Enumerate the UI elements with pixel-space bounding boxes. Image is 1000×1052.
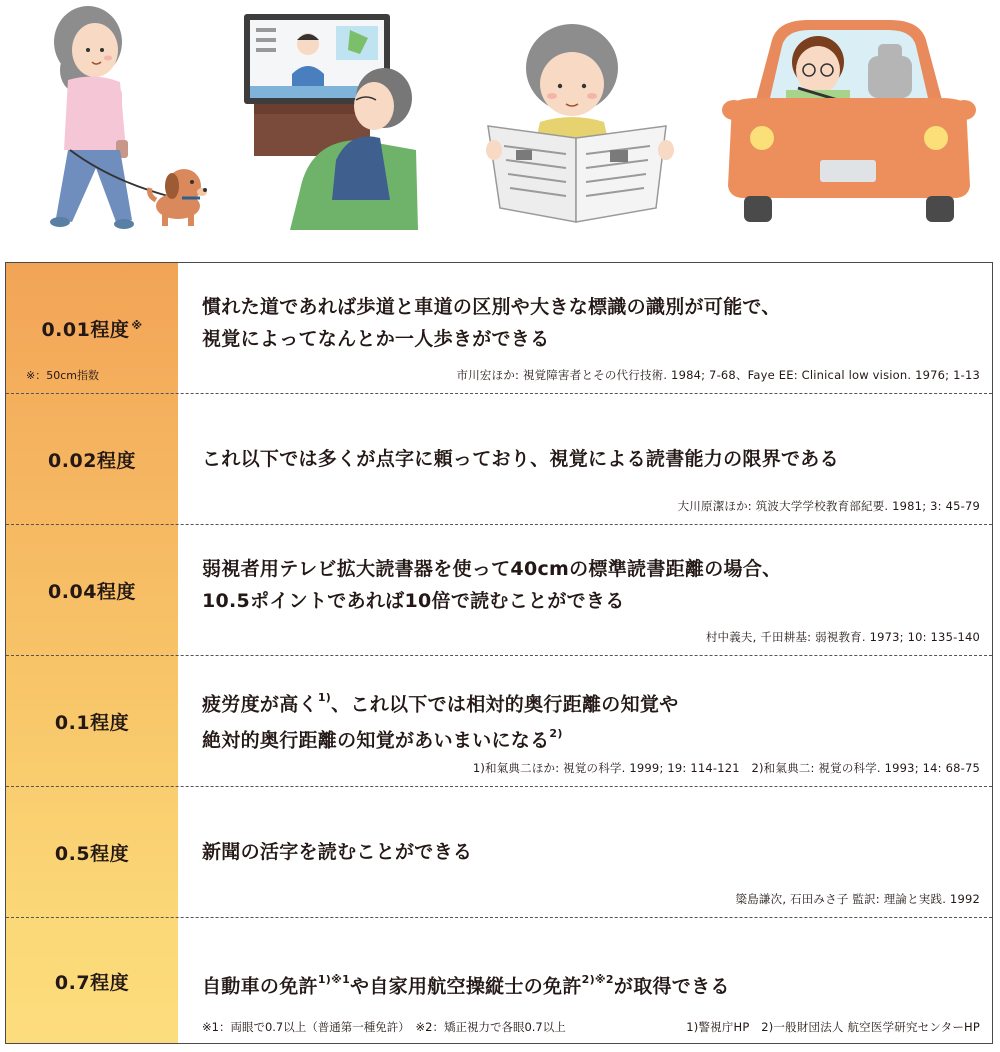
footnote-ref: 2): [549, 727, 563, 741]
acuity-level-label: 0.1程度: [54, 711, 130, 734]
description-line: 10.5ポイントであれば10倍で読むことができる: [202, 590, 625, 612]
footnote-ref: 2)※2: [581, 973, 614, 986]
table-row: [6, 918, 992, 1044]
acuity-level-label: 0.04程度: [48, 580, 136, 603]
man-driving-car-illustration: [718, 0, 980, 250]
reference: 大川原潔ほか: 筑波大学学校教育部紀要. 1981; 3: 45-79: [677, 499, 980, 513]
footnote-note: ※1：両眼で0.7以上（普通第一種免許） ※2：矯正視力で各眼0.7以上: [202, 1020, 566, 1034]
description: [202, 966, 978, 1002]
reference: 1)警視庁HP 2)一般財団法人 航空医学研究センターHP: [686, 1020, 980, 1034]
illustrations-row: [0, 0, 1000, 250]
description-line: 慣れた道であれば歩道と車道の区別や大きな標識の識別が可能で、: [202, 296, 781, 318]
description-line: 疲労度が高く$^{1)}$、これ以下では相対的奥行距離の知覚や: [202, 691, 679, 716]
table-row: [6, 656, 992, 787]
reference: 市川宏ほか: 視覚障害者とその代行技術. 1984; 7-68、Faye EE: Clinical low vision. 1976; 1-13: [456, 368, 980, 382]
level-footnote: ※：50cm指数: [26, 369, 99, 382]
description: [202, 684, 978, 757]
description-line: 視覚によってなんとか一人歩きができる: [202, 328, 550, 350]
woman-walking-dog-illustration: [20, 0, 220, 250]
reference: 村中義夫, 千田耕基: 弱視教育. 1973; 10: 135-140: [705, 630, 980, 644]
footnote-ref: 1)※1: [317, 973, 351, 986]
table-row: [6, 394, 992, 525]
description: [202, 291, 978, 355]
description-line: これ以下では多くが点字に頼っており、視覚による読書能力の限界である: [202, 448, 839, 470]
description-line: 絶対的奥行距離の知覚があいまいになる$^{2)}$: [202, 727, 563, 752]
acuity-level-label: 0.02程度: [48, 449, 136, 472]
description-line: 自動車の免許$^{1)※1}$や自家用航空操縦士の免許$^{2)※2}$が取得できる: [202, 973, 730, 998]
description-line: 弱視者用テレビ拡大読書器を使って40cmの標準読書距離の場合、: [202, 558, 782, 580]
table-row: [6, 525, 992, 656]
visual-acuity-table: [5, 262, 993, 1044]
acuity-level-label: 0.5程度: [54, 842, 130, 865]
reference: 簗島謙次, 石田みさ子 監訳: 理論と実践. 1992: [735, 892, 980, 906]
description-line: 新聞の活字を読むことができる: [202, 841, 473, 863]
woman-reading-newspaper-illustration: [480, 0, 690, 250]
reference: 1)和氣典二ほか: 視覚の科学. 1999; 19: 114-121 2)和氣典二: 視覚の科学. 1993; 14: 68-75: [472, 761, 980, 775]
footnote-ref: 1): [317, 691, 332, 704]
acuity-level-label: 0.7程度: [54, 972, 130, 994]
description: [202, 443, 978, 475]
table-row: [6, 787, 992, 918]
table-row: [6, 263, 992, 394]
description: [202, 836, 978, 868]
description: [202, 553, 978, 617]
man-watching-tv-illustration: [240, 0, 440, 250]
footnote-mark: ※: [131, 318, 143, 332]
acuity-level-value: 0.01程度: [41, 318, 130, 341]
